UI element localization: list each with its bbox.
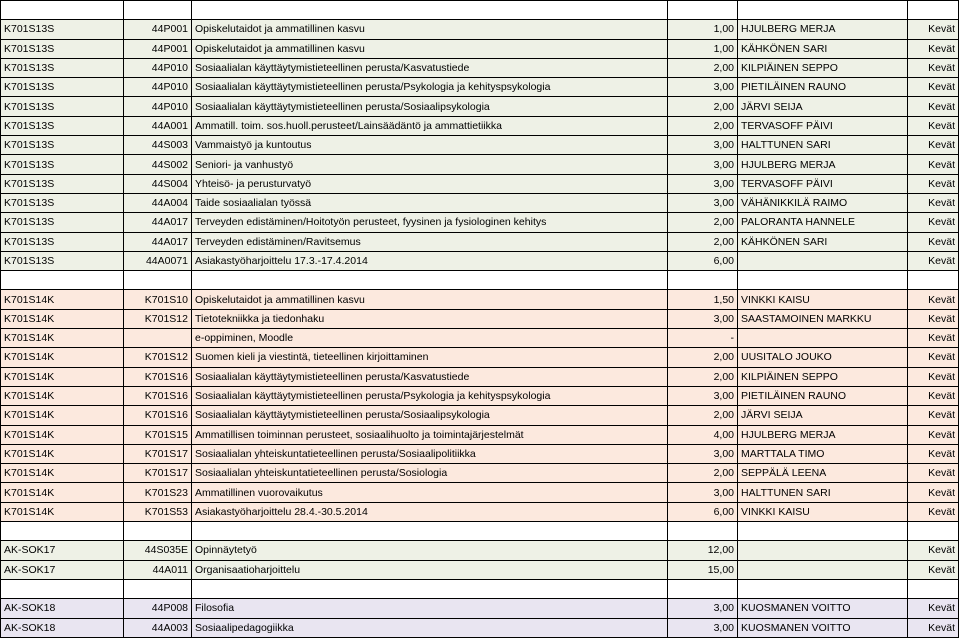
- credits-cell[interactable]: 1,00: [668, 39, 738, 58]
- teacher-cell[interactable]: JÄRVI SEIJA: [738, 97, 908, 116]
- group-cell[interactable]: K701S13S: [1, 116, 124, 135]
- course-code-cell[interactable]: 44A017: [124, 232, 192, 251]
- table-row: [1, 155, 959, 174]
- term-cell[interactable]: Kevät: [908, 116, 959, 135]
- term-cell[interactable]: Kevät: [908, 444, 959, 463]
- group-cell[interactable]: AK-SOK17: [1, 541, 124, 560]
- course-name-cell[interactable]: Sosiaalialan käyttäytymistieteellinen perusta/Kasvatustiede: [192, 58, 668, 77]
- course-name-cell[interactable]: Suomen kieli ja viestintä, tieteellinen kirjoittaminen: [192, 348, 668, 367]
- teacher-cell[interactable]: UUSITALO JOUKO: [738, 348, 908, 367]
- credits-cell[interactable]: 15,00: [668, 560, 738, 579]
- credits-cell[interactable]: 2,00: [668, 464, 738, 483]
- teacher-cell[interactable]: VÄHÄNIKKILÄ RAIMO: [738, 193, 908, 212]
- table-row: [1, 406, 959, 425]
- course-name-cell[interactable]: Sosiaalialan yhteiskuntatieteellinen perusta/Sosiaalipolitiikka: [192, 444, 668, 463]
- blank-row: [1, 579, 959, 598]
- teacher-cell[interactable]: VINKKI KAISU: [738, 290, 908, 309]
- group-cell[interactable]: K701S13S: [1, 213, 124, 232]
- course-name-cell[interactable]: Opiskelutaidot ja ammatillinen kasvu: [192, 39, 668, 58]
- group-cell[interactable]: K701S13S: [1, 155, 124, 174]
- course-code-cell[interactable]: 44S002: [124, 155, 192, 174]
- course-code-cell[interactable]: 44A003: [124, 618, 192, 637]
- term-cell[interactable]: Kevät: [908, 155, 959, 174]
- course-name-cell[interactable]: Ammatillinen vuorovaikutus: [192, 483, 668, 502]
- table-row: [1, 348, 959, 367]
- course-name-cell[interactable]: Filosofia: [192, 599, 668, 618]
- course-code-cell[interactable]: 44P010: [124, 78, 192, 97]
- course-code-cell[interactable]: K701S16: [124, 386, 192, 405]
- table-row: [1, 502, 959, 521]
- course-code-cell[interactable]: 44A017: [124, 213, 192, 232]
- teacher-cell[interactable]: KUOSMANEN VOITTO: [738, 618, 908, 637]
- course-code-cell[interactable]: 44A004: [124, 193, 192, 212]
- course-name-cell[interactable]: Ammatill. toim. sos.huoll.perusteet/Lainsäädäntö ja ammattietiikka: [192, 116, 668, 135]
- term-cell[interactable]: Kevät: [908, 618, 959, 637]
- credits-cell[interactable]: 3,00: [668, 155, 738, 174]
- teacher-cell[interactable]: KÄHKÖNEN SARI: [738, 232, 908, 251]
- term-cell[interactable]: Kevät: [908, 58, 959, 77]
- teacher-cell[interactable]: SAASTAMOINEN MARKKU: [738, 309, 908, 328]
- group-cell[interactable]: K701S13S: [1, 97, 124, 116]
- table-row: [1, 386, 959, 405]
- blank-row: [1, 522, 959, 541]
- group-cell[interactable]: AK-SOK18: [1, 599, 124, 618]
- course-code-cell[interactable]: K701S15: [124, 425, 192, 444]
- credits-cell[interactable]: 3,00: [668, 309, 738, 328]
- course-name-cell[interactable]: Sosiaalialan käyttäytymistieteellinen perusta/Sosiaalipsykologia: [192, 97, 668, 116]
- course-name-cell[interactable]: Opiskelutaidot ja ammatillinen kasvu: [192, 290, 668, 309]
- table-row: [1, 367, 959, 386]
- credits-cell[interactable]: 6,00: [668, 251, 738, 270]
- teacher-cell[interactable]: VINKKI KAISU: [738, 502, 908, 521]
- term-cell[interactable]: Kevät: [908, 251, 959, 270]
- table-row: [1, 116, 959, 135]
- term-cell[interactable]: Kevät: [908, 386, 959, 405]
- credits-cell[interactable]: 3,00: [668, 618, 738, 637]
- credits-cell[interactable]: 4,00: [668, 425, 738, 444]
- table-body: [1, 1, 959, 638]
- course-code-cell[interactable]: K701S17: [124, 444, 192, 463]
- credits-cell[interactable]: 2,00: [668, 367, 738, 386]
- course-code-cell[interactable]: 44S035E: [124, 541, 192, 560]
- credits-cell[interactable]: 3,00: [668, 136, 738, 155]
- teacher-cell[interactable]: [738, 251, 908, 270]
- course-code-cell[interactable]: 44P010: [124, 58, 192, 77]
- term-cell[interactable]: Kevät: [908, 464, 959, 483]
- course-name-cell[interactable]: Sosiaalialan käyttäytymistieteellinen perusta/Psykologia ja kehityspsykologia: [192, 78, 668, 97]
- course-name-cell[interactable]: Asiakastyöharjoittelu 17.3.-17.4.2014: [192, 251, 668, 270]
- credits-cell[interactable]: 12,00: [668, 541, 738, 560]
- credits-cell[interactable]: 2,00: [668, 97, 738, 116]
- teacher-cell[interactable]: [738, 560, 908, 579]
- course-name-cell[interactable]: Sosiaalialan käyttäytymistieteellinen perusta/Sosiaalipsykologia: [192, 406, 668, 425]
- group-cell[interactable]: AK-SOK17: [1, 560, 124, 579]
- table-row: [1, 560, 959, 579]
- teacher-cell[interactable]: MARTTALA TIMO: [738, 444, 908, 463]
- group-cell[interactable]: K701S13S: [1, 136, 124, 155]
- group-cell[interactable]: K701S13S: [1, 232, 124, 251]
- table-row: [1, 464, 959, 483]
- teacher-cell[interactable]: HJULBERG MERJA: [738, 155, 908, 174]
- teacher-cell[interactable]: HJULBERG MERJA: [738, 20, 908, 39]
- credits-cell[interactable]: 3,00: [668, 599, 738, 618]
- table-row: [1, 290, 959, 309]
- course-name-cell[interactable]: Vammaistyö ja kuntoutus: [192, 136, 668, 155]
- teacher-cell[interactable]: SEPPÄLÄ LEENA: [738, 464, 908, 483]
- course-code-cell[interactable]: 44S003: [124, 136, 192, 155]
- group-cell[interactable]: K701S13S: [1, 58, 124, 77]
- teacher-cell[interactable]: KUOSMANEN VOITTO: [738, 599, 908, 618]
- course-name-cell[interactable]: Sosiaalialan yhteiskuntatieteellinen perusta/Sosiologia: [192, 464, 668, 483]
- group-cell[interactable]: K701S14K: [1, 386, 124, 405]
- credits-cell[interactable]: 2,00: [668, 348, 738, 367]
- credits-cell[interactable]: 2,00: [668, 58, 738, 77]
- course-code-cell[interactable]: [124, 329, 192, 348]
- table-row: [1, 97, 959, 116]
- teacher-cell[interactable]: HALTTUNEN SARI: [738, 136, 908, 155]
- group-cell[interactable]: K701S14K: [1, 483, 124, 502]
- teacher-cell[interactable]: HALTTUNEN SARI: [738, 483, 908, 502]
- credits-cell[interactable]: 3,00: [668, 78, 738, 97]
- table-row: [1, 425, 959, 444]
- table-row: [1, 618, 959, 637]
- course-code-cell[interactable]: K701S12: [124, 348, 192, 367]
- group-cell[interactable]: K701S14K: [1, 444, 124, 463]
- course-name-cell[interactable]: Taide sosiaalialan työssä: [192, 193, 668, 212]
- course-name-cell[interactable]: Seniori- ja vanhustyö: [192, 155, 668, 174]
- credits-cell[interactable]: 6,00: [668, 502, 738, 521]
- table-row: [1, 174, 959, 193]
- group-cell[interactable]: K701S13S: [1, 193, 124, 212]
- teacher-cell[interactable]: PIETILÄINEN RAUNO: [738, 386, 908, 405]
- course-name-cell[interactable]: e-oppiminen, Moodle: [192, 329, 668, 348]
- course-name-cell[interactable]: Terveyden edistäminen/Ravitsemus: [192, 232, 668, 251]
- course-name-cell[interactable]: Opiskelutaidot ja ammatillinen kasvu: [192, 20, 668, 39]
- teacher-cell[interactable]: TERVASOFF PÄIVI: [738, 174, 908, 193]
- term-cell[interactable]: Kevät: [908, 136, 959, 155]
- term-cell[interactable]: Kevät: [908, 599, 959, 618]
- table-row: [1, 20, 959, 39]
- credits-cell[interactable]: 3,00: [668, 386, 738, 405]
- credits-cell[interactable]: 2,00: [668, 213, 738, 232]
- teacher-cell[interactable]: TERVASOFF PÄIVI: [738, 116, 908, 135]
- credits-cell[interactable]: 3,00: [668, 483, 738, 502]
- course-code-cell[interactable]: K701S16: [124, 406, 192, 425]
- course-name-cell[interactable]: Ammatillisen toiminnan perusteet, sosiaalihuolto ja toimintajärjestelmät: [192, 425, 668, 444]
- term-cell[interactable]: Kevät: [908, 406, 959, 425]
- course-name-cell[interactable]: Sosiaalialan käyttäytymistieteellinen perusta/Kasvatustiede: [192, 367, 668, 386]
- table-row: [1, 483, 959, 502]
- credits-cell[interactable]: 1,50: [668, 290, 738, 309]
- table-row: [1, 444, 959, 463]
- course-code-cell[interactable]: 44A001: [124, 116, 192, 135]
- course-code-cell[interactable]: 44A011: [124, 560, 192, 579]
- term-cell[interactable]: Kevät: [908, 39, 959, 58]
- credits-cell[interactable]: 2,00: [668, 232, 738, 251]
- term-cell[interactable]: Kevät: [908, 20, 959, 39]
- group-cell[interactable]: K701S14K: [1, 290, 124, 309]
- group-cell[interactable]: K701S14K: [1, 309, 124, 328]
- term-cell[interactable]: Kevät: [908, 78, 959, 97]
- term-cell[interactable]: Kevät: [908, 348, 959, 367]
- course-name-cell[interactable]: Organisaatioharjoittelu: [192, 560, 668, 579]
- blank-row: [1, 271, 959, 290]
- teacher-cell[interactable]: HJULBERG MERJA: [738, 425, 908, 444]
- teacher-cell[interactable]: [738, 541, 908, 560]
- credits-cell[interactable]: 3,00: [668, 444, 738, 463]
- teacher-cell[interactable]: KILPIÄINEN SEPPO: [738, 58, 908, 77]
- group-cell[interactable]: K701S13S: [1, 174, 124, 193]
- teacher-cell[interactable]: PIETILÄINEN RAUNO: [738, 78, 908, 97]
- course-code-cell[interactable]: K701S23: [124, 483, 192, 502]
- course-name-cell[interactable]: Yhteisö- ja perusturvatyö: [192, 174, 668, 193]
- course-code-cell[interactable]: 44S004: [124, 174, 192, 193]
- table-row: [1, 309, 959, 328]
- group-cell[interactable]: K701S14K: [1, 425, 124, 444]
- term-cell[interactable]: Kevät: [908, 232, 959, 251]
- group-cell[interactable]: K701S13S: [1, 20, 124, 39]
- blank-row: [1, 1, 959, 20]
- credits-cell[interactable]: 1,00: [668, 20, 738, 39]
- table-row: [1, 599, 959, 618]
- course-code-cell[interactable]: 44P001: [124, 39, 192, 58]
- table-row: [1, 541, 959, 560]
- credits-cell[interactable]: 2,00: [668, 406, 738, 425]
- course-code-cell[interactable]: 44P008: [124, 599, 192, 618]
- credits-cell[interactable]: 3,00: [668, 193, 738, 212]
- course-code-cell[interactable]: K701S17: [124, 464, 192, 483]
- course-code-cell[interactable]: 44P010: [124, 97, 192, 116]
- group-cell[interactable]: K701S14K: [1, 367, 124, 386]
- course-code-cell[interactable]: K701S16: [124, 367, 192, 386]
- term-cell[interactable]: Kevät: [908, 541, 959, 560]
- course-name-cell[interactable]: Terveyden edistäminen/Hoitotyön perusteet, fyysinen ja fysiologinen kehitys: [192, 213, 668, 232]
- table-row: [1, 58, 959, 77]
- course-code-cell[interactable]: 44A0071: [124, 251, 192, 270]
- teacher-cell[interactable]: [738, 329, 908, 348]
- term-cell[interactable]: Kevät: [908, 174, 959, 193]
- course-name-cell[interactable]: Opinnäytetyö: [192, 541, 668, 560]
- term-cell[interactable]: Kevät: [908, 213, 959, 232]
- course-name-cell[interactable]: Sosiaalipedagogiikka: [192, 618, 668, 637]
- table-row: [1, 39, 959, 58]
- course-code-cell[interactable]: K701S53: [124, 502, 192, 521]
- table-row: [1, 78, 959, 97]
- teacher-cell[interactable]: KÄHKÖNEN SARI: [738, 39, 908, 58]
- group-cell[interactable]: K701S13S: [1, 39, 124, 58]
- course-code-cell[interactable]: 44P001: [124, 20, 192, 39]
- group-cell[interactable]: AK-SOK18: [1, 618, 124, 637]
- course-name-cell[interactable]: Sosiaalialan käyttäytymistieteellinen perusta/Psykologia ja kehityspsykologia: [192, 386, 668, 405]
- term-cell[interactable]: Kevät: [908, 193, 959, 212]
- group-cell[interactable]: K701S14K: [1, 406, 124, 425]
- term-cell[interactable]: Kevät: [908, 502, 959, 521]
- course-code-cell[interactable]: K701S10: [124, 290, 192, 309]
- credits-cell[interactable]: 2,00: [668, 116, 738, 135]
- term-cell[interactable]: Kevät: [908, 483, 959, 502]
- course-name-cell[interactable]: Asiakastyöharjoittelu 28.4.-30.5.2014: [192, 502, 668, 521]
- teacher-cell[interactable]: JÄRVI SEIJA: [738, 406, 908, 425]
- term-cell[interactable]: Kevät: [908, 425, 959, 444]
- course-name-cell[interactable]: Tietotekniikka ja tiedonhaku: [192, 309, 668, 328]
- term-cell[interactable]: Kevät: [908, 560, 959, 579]
- group-cell[interactable]: K701S14K: [1, 502, 124, 521]
- credits-cell[interactable]: 3,00: [668, 174, 738, 193]
- group-cell[interactable]: K701S13S: [1, 78, 124, 97]
- course-code-cell[interactable]: K701S12: [124, 309, 192, 328]
- teacher-cell[interactable]: PALORANTA HANNELE: [738, 213, 908, 232]
- table-row: [1, 193, 959, 212]
- teacher-cell[interactable]: KILPIÄINEN SEPPO: [738, 367, 908, 386]
- group-cell[interactable]: K701S14K: [1, 464, 124, 483]
- group-cell[interactable]: K701S14K: [1, 329, 124, 348]
- table-row: [1, 251, 959, 270]
- term-cell[interactable]: Kevät: [908, 309, 959, 328]
- group-cell[interactable]: K701S14K: [1, 348, 124, 367]
- credits-cell[interactable]: -: [668, 329, 738, 348]
- table-row: [1, 136, 959, 155]
- term-cell[interactable]: Kevät: [908, 290, 959, 309]
- table-row: [1, 213, 959, 232]
- table-row: [1, 232, 959, 251]
- term-cell[interactable]: Kevät: [908, 97, 959, 116]
- table-row: [1, 329, 959, 348]
- term-cell[interactable]: Kevät: [908, 367, 959, 386]
- term-cell[interactable]: Kevät: [908, 329, 959, 348]
- group-cell[interactable]: K701S13S: [1, 251, 124, 270]
